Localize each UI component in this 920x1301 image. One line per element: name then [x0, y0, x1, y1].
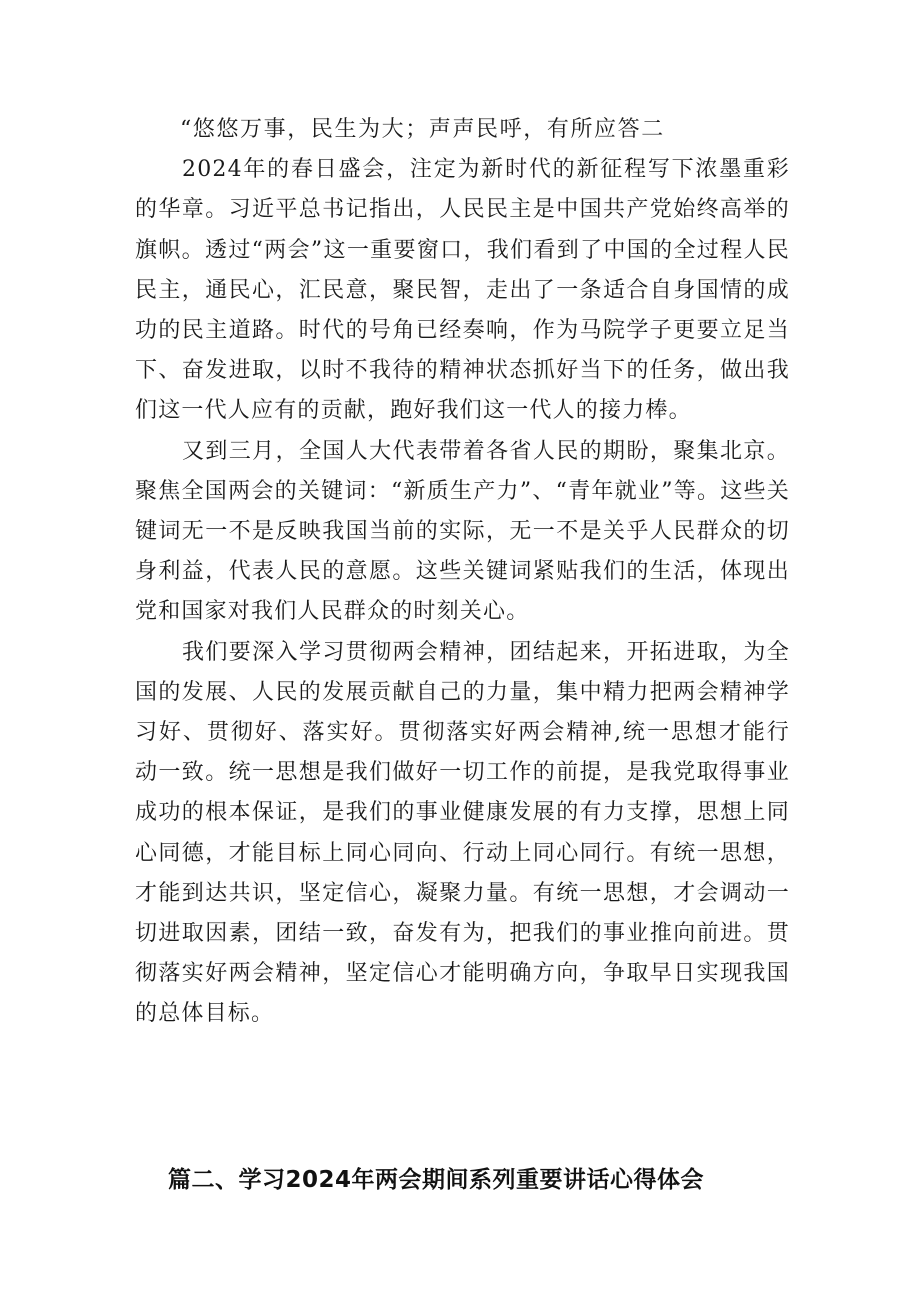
document-body — [135, 110, 790, 1035]
paragraph-keywords: 又到三月，全国人大代表带着各省人民的期盼，聚集北京。聚焦全国两会的关键词：“新质生产力”、“青年就业”等。这些关键词无一不是反映我国当前的实际，无一不是关乎人民群众的切身利益，代表人民的意愿。这些关键词紧贴我们的生活，体现出党和国家对我们人民群众的时刻关心。 — [135, 438, 790, 625]
quote-paragraph: “悠悠万事，民生为大；声声民呼，有所应答二 — [180, 117, 665, 142]
paragraph-unified-thought: 我们要深入学习贯彻两会精神，团结起来，开拓进取，为全国的发展、人民的发展贡献自己的力量，集中精力把两会精神学习好、贯彻好、落实好。贯彻落实好两会精神,统一思想才能行动一致。统一思想是我们做好一切工作的前提，是我党取得事业成功的根本保证，是我们的事业健康发展的有力支撑，思想上同心同德，才能目标上同心同向、行动上同心同行。有统一思想，才能到达共识，坚定信心，凝聚力量。有统一思想，才会调动一切进取因素，团结一致，奋发有为，把我们的事业推向前进。贯彻落实好两会精神，坚定信心才能明确方向，争取早日实现我国的总体目标。 — [135, 639, 790, 1027]
paragraph-spring-session: 2024年的春日盛会，注定为新时代的新征程写下浓墨重彩的华章。习近平总书记指出，人民民主是中国共产党始终高举的旗帜。透过“两会”这一重要窗口，我们看到了中国的全过程人民民主，通民心，汇民意，聚民智，走出了一条适合自身国情的成功的民主道路。时代的号角已经奏响，作为马院学子更要立足当下、奋发进取，以时不我待的精神状态抓好当下的任务，做出我们这一代人应有的贡献，跑好我们这一代人的接力棒。 — [135, 157, 790, 424]
section-heading: 篇二、学习2024年两会期间系列重要讲话心得体会 — [168, 1167, 705, 1193]
